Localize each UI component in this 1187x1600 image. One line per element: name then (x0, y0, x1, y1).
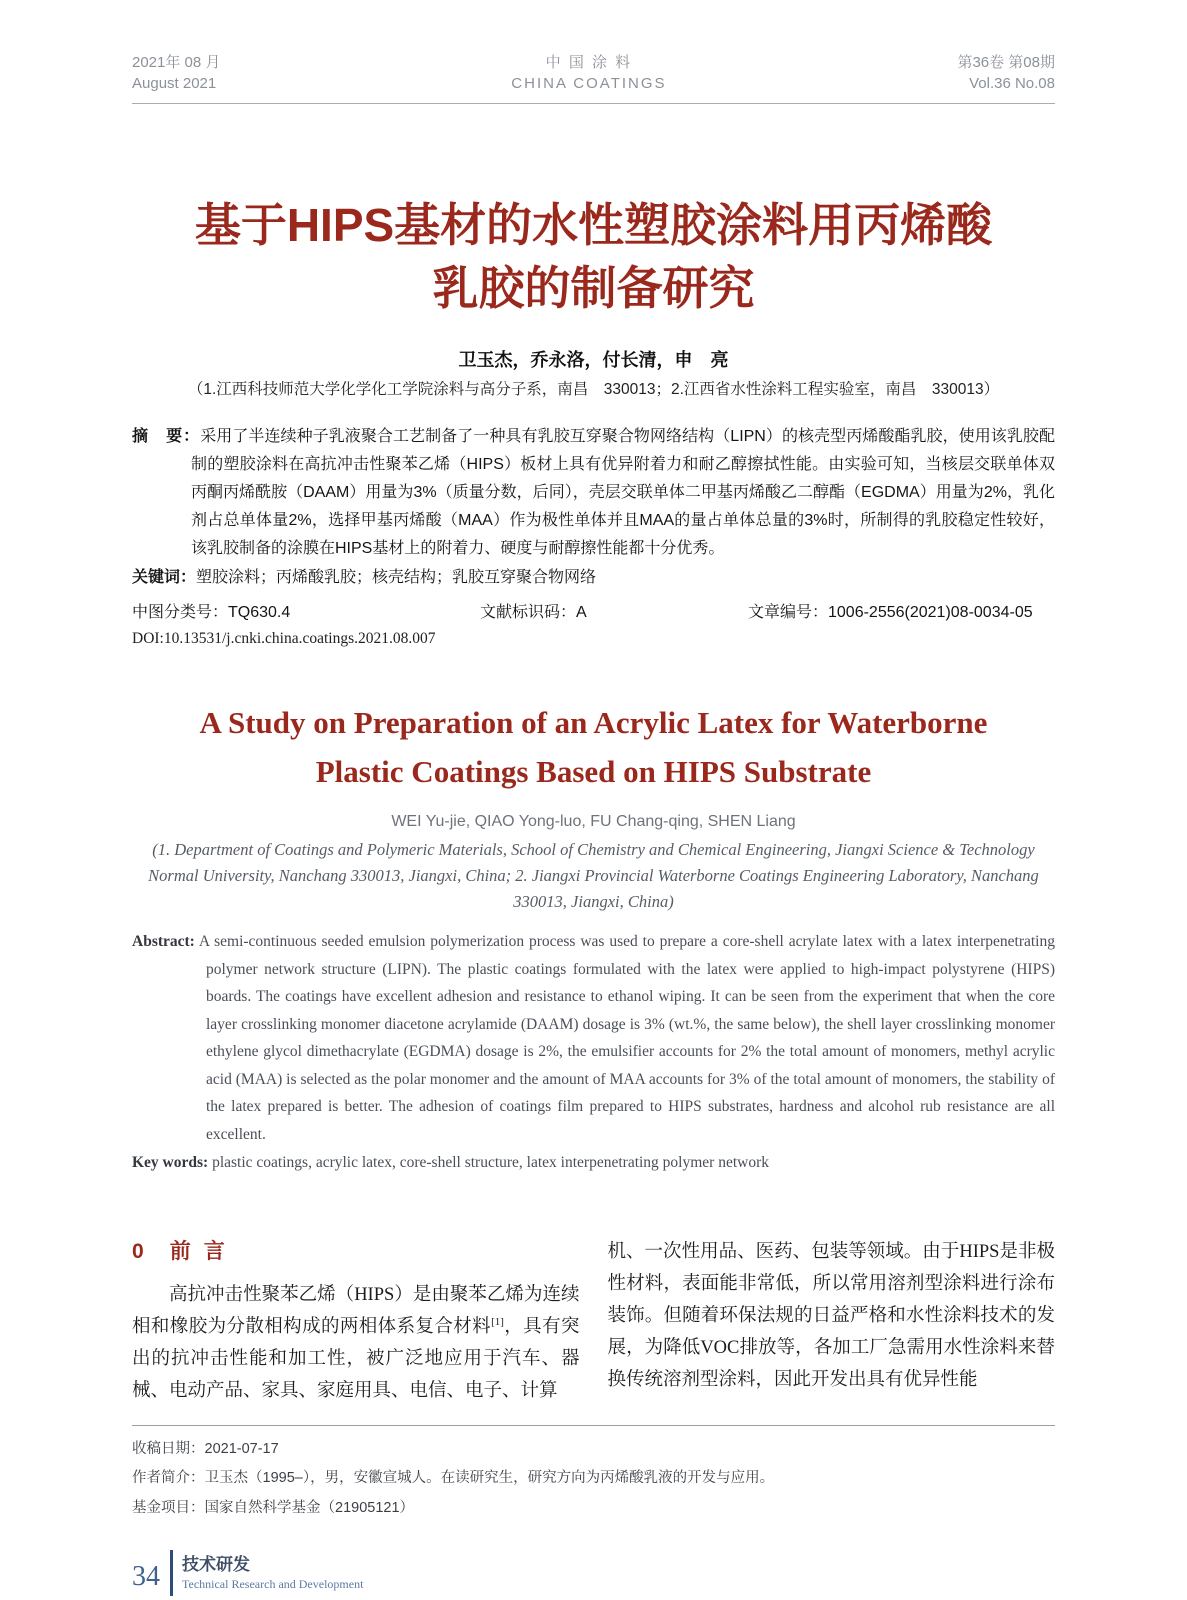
header-journal-zh: 中 国 涂 料 (545, 54, 633, 71)
authors-en: WEI Yu-jie, QIAO Yong-luo, FU Chang-qing, SHEN Liang (391, 813, 796, 830)
header-volume-en: Vol.36 No.08 (969, 75, 1055, 92)
abstract-en (132, 928, 1055, 1148)
header-date-en: August 2021 (132, 75, 217, 92)
footnote-funding: 基金项目：国家自然科学基金（21905121） (132, 1499, 415, 1516)
keywords-zh-text: 塑胶涂料；丙烯酸乳胶；核壳结构；乳胶互穿聚合物网络 (196, 569, 597, 586)
document-code: 文献标识码：A (480, 604, 587, 621)
header-date-zh: 2021年 08 月 (132, 54, 221, 71)
header-volume-zh: 第36卷 第08期 (957, 54, 1055, 71)
abstract-en-label: Abstract: (132, 933, 195, 950)
footnote-author-bio: 作者简介：卫玉杰（1995–），男，安徽宣城人。在读研究生，研究方向为丙烯酸乳液的开发与应用。 (132, 1470, 775, 1486)
abstract-zh-text: 采用了半连续种子乳液聚合工艺制备了一种具有乳胶互穿聚合物网络结构（LIPN）的核壳型丙烯酸酯乳胶，使用该乳胶配制的塑胶涂料在高抗冲击性聚苯乙烯（HIPS）板材上具有优异附着力和耐乙醇擦拭性能。由实验可知，当核层交联单体双丙酮丙烯酰胺（DAAM）用量为3%（质量分数，后同），壳层交联单体二甲基丙烯酸乙二醇酯（EGDMA）用量为2%，乳化剂占总单体量2%，选择甲基丙烯酸（MAA）作为极性单体并且MAA的量占单体总量的3%时，所制得的乳胶稳定性较好，该乳胶制备的涂膜在HIPS基材上的附着力、硬度与耐醇擦性能都十分优秀。 (191, 428, 1055, 557)
header-date (132, 52, 220, 94)
paper-title-zh (132, 194, 1055, 320)
page-number: 34 (132, 1561, 160, 1592)
journal-header (132, 52, 1055, 104)
keywords-en-text: plastic coatings, acrylic latex, core-shell structure, latex interpenetrating polymer network (212, 1154, 770, 1171)
footer-divider-bar (170, 1550, 173, 1596)
paragraph-text: 高抗冲击性聚苯乙烯（HIPS）是由聚苯乙烯为连续相和橡胶为分散相构成的两相体系复合材料 (132, 1284, 580, 1337)
keywords-en-label: Key words: (132, 1154, 209, 1171)
affiliation-zh: （1.江西科技师范大学化学化工学院涂料与高分子系，南昌 330013；2.江西省水性涂料工程实验室，南昌 330013） (187, 381, 1000, 398)
section-0-title: 前言 (169, 1239, 238, 1263)
footer-column-en: Technical Research and Development (182, 1577, 364, 1591)
doi: DOI:10.13531/j.cnki.china.coatings.2021.08.007 (132, 630, 436, 647)
affiliation-en: (1. Department of Coatings and Polymeric Materials, School of Chemistry and Chemical Engineering, Jiangxi Science & Technology Normal University, Nanchang 330013, Jiangxi, China; 2. Jiangxi Provincial Waterborne Coatings Engineering Laboratory, Nanchang 330013, Jiangxi, China) (148, 840, 1039, 911)
article-id: 文章编号：1006-2556(2021)08-0034-05 (748, 604, 1033, 621)
paper-title-zh-line2: 乳胶的制备研究 (432, 262, 755, 314)
section-0-paragraph-right: 机、一次性用品、医药、包装等领域。由于HIPS是非极性材料，表面能非常低，所以常用溶剂型涂料进行涂布装饰。但随着环保法规的日益严格和水性涂料技术的发展，为降低VOC排放等，各加工厂急需用水性涂料来替换传统溶剂型涂料，因此开发出具有优异性能 (607, 1241, 1055, 1390)
header-volume (957, 52, 1055, 94)
keywords-en (132, 1149, 1055, 1177)
paper-title-en-line1: A Study on Preparation of an Acrylic Latex for Waterborne (199, 705, 988, 740)
keywords-zh (132, 564, 1055, 592)
paper-title-en-line2: Plastic Coatings Based on HIPS Substrate (315, 754, 872, 789)
body-column-right (608, 1233, 1056, 1407)
abstract-en-text: A semi-continuous seeded emulsion polymerization process was used to prepare a core-shell acrylate latex with a latex interpenetrating polymer network structure (LIPN). The plastic coatings formulated with the latex were applied to high-impact polystyrene (HIPS) boards. The coatings have excellent adhesion and resistance to ethanol wiping. It can be seen from the experiment that when the core layer crosslinking monomer diacetone acrylamide (DAAM) dosage is 3% (wt.%, the same below), the shell layer crosslinking monomer ethylene glycol dimethacrylate (EGDMA) dosage is 2%, the emulsifier accounts for 2% the total amount of monomers, methyl acrylic acid (MAA) is selected as the polar monomer and the amount of MAA accounts for 3% of the total amount of monomers, the stability of the latex prepared is better. The adhesion of coatings film prepared to HIPS substrates, hardness and alcohol rub resistance are all excellent. (198, 933, 1055, 1143)
footnotes (132, 1425, 1055, 1524)
paper-title-zh-line1: 基于HIPS基材的水性塑胶涂料用丙烯酸 (194, 199, 993, 251)
header-journal-en: CHINA COATINGS (511, 75, 667, 92)
footer-column-info (182, 1554, 363, 1592)
section-0-number: 0 (132, 1239, 144, 1263)
abstract-zh (132, 423, 1055, 563)
section-0-paragraph-left (132, 1279, 580, 1407)
keywords-zh-label: 关键词： (132, 569, 197, 586)
page-footer (132, 1550, 1055, 1596)
clc-number: 中图分类号：TQ630.4 (132, 604, 291, 621)
section-0-heading (132, 1235, 580, 1265)
body-column-left (132, 1233, 580, 1407)
body-columns (132, 1233, 1055, 1407)
authors-zh: 卫玉杰，乔永洛，付长清，申 亮 (458, 350, 729, 370)
abstract-zh-label: 摘 要： (132, 428, 201, 445)
footer-column-zh: 技术研发 (182, 1555, 250, 1574)
paragraph-text: ，具有突出的抗冲击性能和加工性，被广泛地应用于汽车、器械、电动产品、家具、家庭用具、电信、电子、计算 (132, 1316, 580, 1401)
paper-title-en (132, 698, 1055, 796)
header-journal-name (511, 52, 666, 94)
footnote-received-date: 收稿日期：2021-07-17 (132, 1440, 279, 1457)
classification-line (132, 599, 1055, 622)
reference-1-marker: [1] (491, 1315, 504, 1328)
